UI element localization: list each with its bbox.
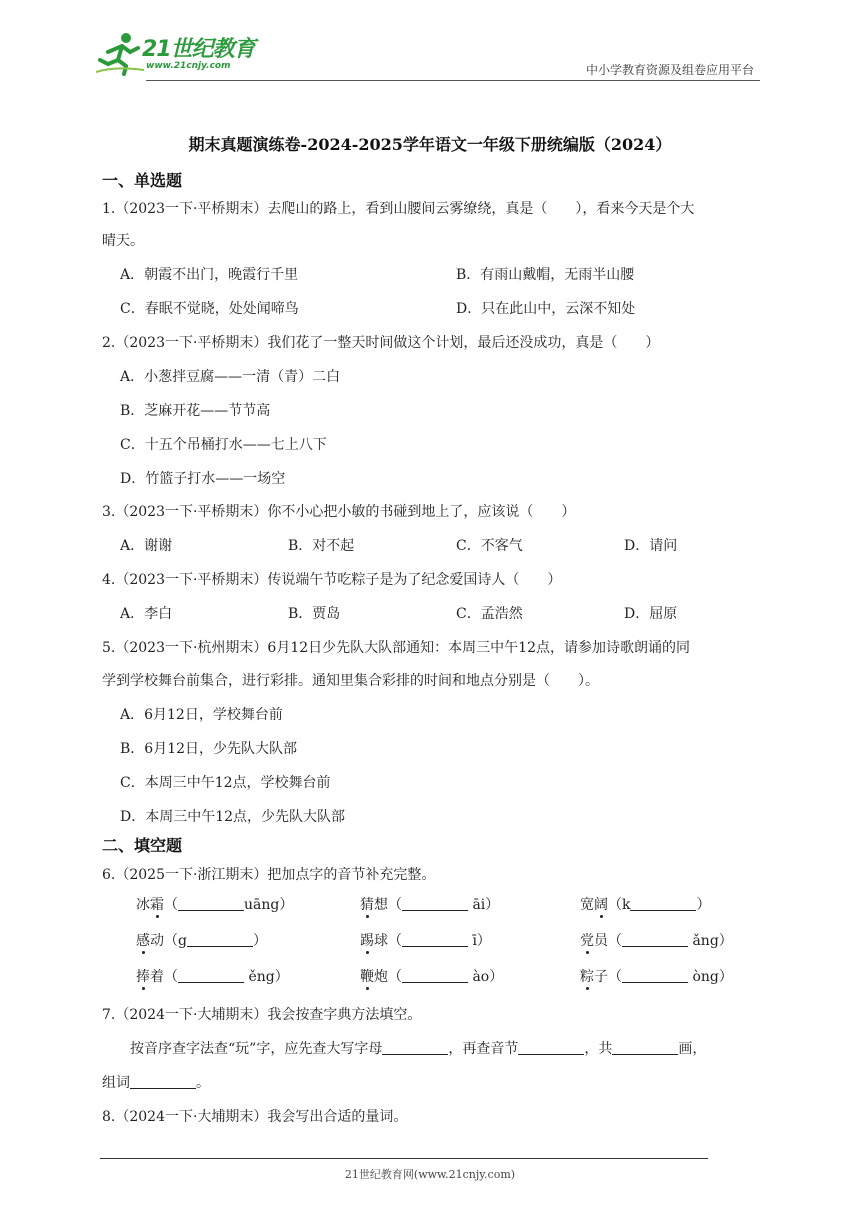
pinyin-tail: uāng）	[244, 897, 294, 913]
paren-open: （	[164, 969, 178, 985]
word-char: 炮	[374, 969, 388, 985]
pinyin-item	[580, 930, 733, 950]
answer-blank[interactable]	[130, 1074, 196, 1089]
pinyin-item	[580, 966, 733, 986]
question-1-line-1: 1.（2023一下·平桥期末）去爬山的路上，看到山腰间云雾缭绕，真是（ ），看来今天是个大	[102, 201, 695, 217]
page-title: 期末真题演练卷-2024-2025学年语文一年级下册统编版（2024）	[188, 135, 672, 154]
dotted-char: 霜	[150, 897, 164, 913]
question-4-option-c: C．孟浩然	[456, 606, 523, 622]
pinyin-item	[580, 894, 710, 914]
word-char: 动	[150, 933, 164, 949]
question-6: 6.（2025一下·浙江期末）把加点字的音节补充完整。	[102, 867, 436, 883]
pinyin-item	[360, 930, 491, 950]
question-3-option-a: A．谢谢	[120, 538, 173, 554]
dotted-char: 感	[136, 933, 150, 949]
question-3-option-d: D．请问	[624, 538, 678, 554]
question-7: 7.（2024一下·大埔期末）我会按查字典方法填空。	[102, 1007, 422, 1023]
word-char: 员	[594, 933, 608, 949]
pinyin-tail: āi）	[468, 897, 500, 913]
question-5-option-a: A．6月12日，学校舞台前	[120, 707, 283, 723]
question-4-option-d: D．屈原	[624, 606, 678, 622]
pinyin-tail: òng）	[688, 969, 733, 985]
answer-blank[interactable]	[622, 932, 688, 947]
paren-open: （	[388, 933, 402, 949]
section-heading-fill-blank: 二、填空题	[102, 836, 183, 855]
question-4-option-b: B．贾岛	[288, 606, 341, 622]
answer-blank[interactable]	[402, 932, 468, 947]
paren-open: （	[608, 897, 622, 913]
pinyin-item	[360, 894, 499, 914]
q7-text-part: ，再查音节	[448, 1041, 519, 1057]
question-3: 3.（2023一下·平桥期末）你不小心把小敏的书碰到地上了，应该说（ ）	[102, 504, 576, 520]
pinyin-tail: ）	[252, 933, 267, 949]
word-char: 宽	[580, 897, 594, 913]
pinyin-item	[136, 894, 293, 914]
header-tagline: 中小学教育资源及组卷应用平台	[585, 63, 754, 77]
logo-url: www.21cnjy.com	[146, 61, 231, 71]
word-char: 冰	[136, 897, 150, 913]
answer-blank[interactable]	[178, 896, 244, 911]
answer-blank[interactable]	[382, 1040, 448, 1055]
pinyin-item	[136, 930, 267, 950]
question-5-line-2: 学到学校舞台前集合，进行彩排。通知里集合彩排的时间和地点分别是（ ）。	[102, 673, 599, 689]
question-5-option-c: C．本周三中午12点，学校舞台前	[120, 775, 331, 791]
question-3-option-b: B．对不起	[288, 538, 355, 554]
question-1-option-c: C．春眠不觉晓，处处闻啼鸟	[120, 301, 299, 317]
question-4: 4.（2023一下·平桥期末）传说端午节吃粽子是为了纪念爱国诗人（ ）	[102, 572, 562, 588]
paren-open: （	[608, 969, 622, 985]
pinyin-lead: k	[622, 897, 631, 913]
question-2-option-c: C．十五个吊桶打水——七上八下	[120, 437, 327, 453]
pinyin-item	[360, 966, 503, 986]
question-5-line-1: 5.（2023一下·杭州期末）6月12日少先队大队部通知：本周三中午12点，请参加诗歌朗诵的同	[102, 640, 690, 656]
paren-open: （	[388, 897, 402, 913]
answer-blank[interactable]	[402, 896, 468, 911]
answer-blank[interactable]	[178, 968, 244, 983]
word-char: 子	[594, 969, 608, 985]
pinyin-tail: ）	[696, 897, 711, 913]
question-2-option-a: A．小葱拌豆腐——一清（青）二白	[120, 369, 341, 385]
question-1-option-a: A．朝霞不出门，晚霞行千里	[120, 267, 299, 283]
word-char: 想	[374, 897, 388, 913]
dotted-char: 粽	[580, 969, 594, 985]
pinyin-tail: ǎng）	[688, 933, 733, 949]
pinyin-tail: ī）	[468, 933, 491, 949]
question-4-option-a: A．李白	[120, 606, 173, 622]
question-1-option-b: B．有雨山戴帽，无雨半山腰	[456, 267, 635, 283]
answer-blank[interactable]	[612, 1040, 678, 1055]
answer-blank[interactable]	[187, 932, 253, 947]
answer-blank[interactable]	[402, 968, 468, 983]
paren-open: （	[608, 933, 622, 949]
q7-text-part: ，共	[584, 1041, 613, 1057]
dotted-char: 党	[580, 933, 594, 949]
question-2: 2.（2023一下·平桥期末）我们花了一整天时间做这个计划，最后还没成功，真是（ ）	[102, 335, 660, 351]
site-logo	[96, 30, 266, 80]
word-char: 球	[374, 933, 388, 949]
paren-open: （	[164, 933, 178, 949]
word-char: 着	[150, 969, 164, 985]
answer-blank[interactable]	[630, 896, 696, 911]
dotted-char: 鞭	[360, 969, 374, 985]
question-1-option-d: D．只在此山中，云深不知处	[456, 301, 636, 317]
pinyin-tail: ào）	[468, 969, 504, 985]
question-7-body-line-1	[130, 1038, 706, 1058]
pinyin-item	[136, 966, 289, 986]
dotted-char: 捧	[136, 969, 150, 985]
runner-logo-icon	[96, 30, 146, 76]
logo-text: 21世纪教育	[142, 37, 255, 62]
q7-text-part: 画，	[678, 1041, 707, 1057]
question-8: 8.（2024一下·大埔期末）我会写出合适的量词。	[102, 1109, 408, 1125]
pinyin-lead: g	[178, 933, 187, 949]
page-footer: 21世纪教育网(www.21cnjy.com)	[344, 1168, 516, 1181]
question-3-option-c: C．不客气	[456, 538, 523, 554]
question-5-option-b: B．6月12日，少先队大队部	[120, 741, 298, 757]
dotted-char: 猜	[360, 897, 374, 913]
section-heading-single-choice: 一、单选题	[102, 171, 183, 190]
page-header	[96, 30, 760, 82]
question-1-line-2: 晴天。	[102, 233, 144, 249]
q7-text-part: 组词	[102, 1075, 130, 1091]
footer-divider	[100, 1158, 708, 1159]
question-2-option-b: B．芝麻开花——节节高	[120, 403, 271, 419]
q7-text-part: 按音序查字法查“玩”字，应先查大写字母	[130, 1041, 383, 1057]
question-7-body-line-2	[102, 1072, 210, 1092]
header-divider	[146, 80, 760, 81]
q7-text-part: 。	[196, 1075, 210, 1091]
question-2-option-d: D．竹篮子打水——一场空	[120, 471, 286, 487]
dotted-char: 踢	[360, 933, 374, 949]
answer-blank[interactable]	[518, 1040, 584, 1055]
dotted-char: 阔	[594, 897, 608, 913]
paren-open: （	[388, 969, 402, 985]
pinyin-tail: ěng）	[244, 969, 289, 985]
answer-blank[interactable]	[622, 968, 688, 983]
paren-open: （	[164, 897, 178, 913]
question-5-option-d: D．本周三中午12点，少先队大队部	[120, 809, 346, 825]
